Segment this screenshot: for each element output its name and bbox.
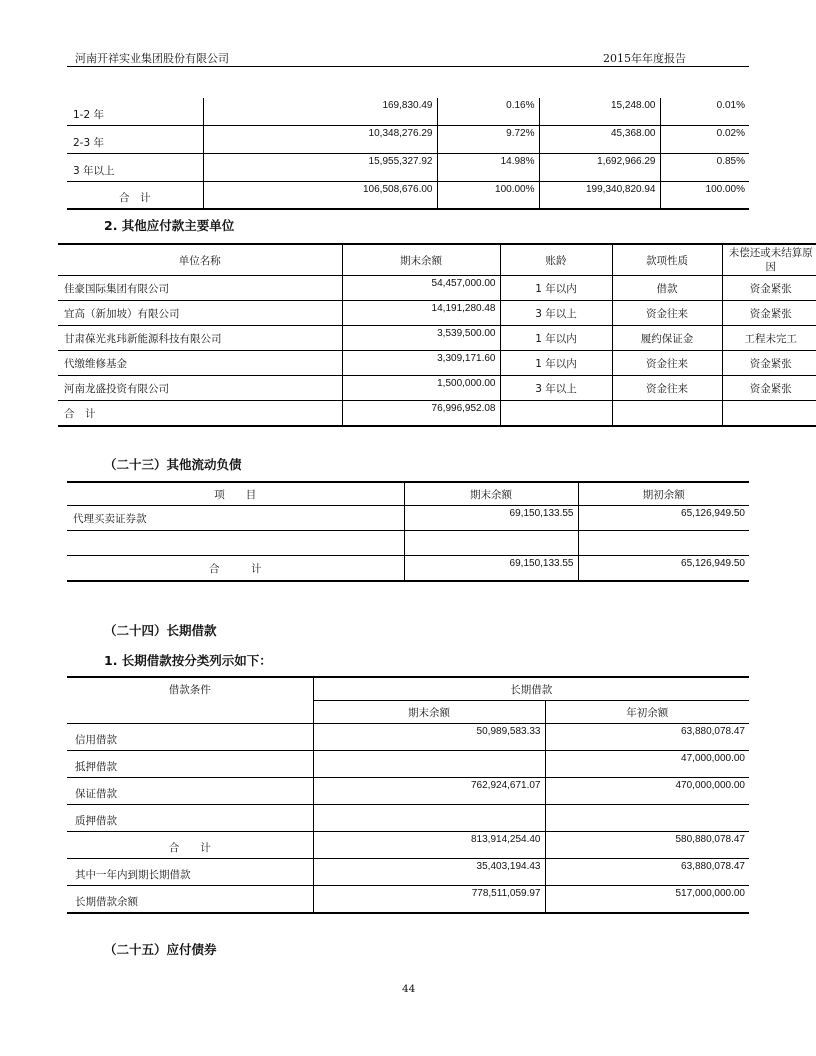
unit-name: 河南龙盛投资有限公司 (58, 376, 342, 401)
section-heading-bonds: （二十五）应付债券 (104, 942, 217, 957)
column-header: 期末余额 (313, 701, 545, 724)
end-balance-cell: 813,914,254.40 (313, 832, 545, 859)
begin-balance-cell: 63,880,078.47 (545, 724, 749, 751)
table-header-row (58, 244, 816, 276)
balance-cell: 76,996,952.08 (342, 401, 500, 427)
table-row (58, 276, 816, 301)
other-current-liabilities-table (67, 481, 749, 582)
table-row (58, 376, 816, 401)
amount-cell: 15,955,327.92 (203, 154, 437, 182)
reason-cell: 资金紧张 (722, 376, 816, 401)
balance-cell: 3,539,500.00 (342, 326, 500, 351)
aging-table (67, 98, 749, 210)
table-total-row (67, 556, 749, 582)
column-header: 期末余额 (404, 482, 578, 506)
begin-balance-cell: 47,000,000.00 (545, 751, 749, 778)
percent-cell: 0.01% (660, 98, 749, 126)
table-total-row (67, 832, 749, 859)
table-row (67, 724, 749, 751)
amount-cell: 45,368.00 (539, 126, 660, 154)
end-balance-cell: 69,150,133.55 (404, 506, 578, 531)
item-cell: 信用借款 (67, 724, 313, 751)
begin-balance-cell: 65,126,949.50 (578, 506, 749, 531)
column-header: 期初余额 (578, 482, 749, 506)
end-balance-cell: 50,989,583.33 (313, 724, 545, 751)
begin-balance-cell (545, 805, 749, 832)
nature-cell: 资金往来 (612, 351, 722, 376)
empty-cell (722, 401, 816, 427)
age-cell: 1 年以内 (500, 276, 612, 301)
column-group-header: 长期借款 (313, 677, 749, 701)
table-row (67, 805, 749, 832)
reason-cell: 资金紧张 (722, 301, 816, 326)
table-row (67, 778, 749, 805)
page-number: 44 (402, 983, 416, 995)
payables-table (58, 243, 816, 427)
item-cell: 保证借款 (67, 778, 313, 805)
amount-cell: 199,340,820.94 (539, 182, 660, 210)
total-label: 合 计 (67, 182, 203, 210)
row-label: 2-3 年 (67, 126, 203, 154)
total-label: 合 计 (67, 832, 313, 859)
balance-cell: 1,500,000.00 (342, 376, 500, 401)
table-header-row (67, 482, 749, 506)
column-header: 项 目 (67, 482, 404, 506)
reason-cell: 工程未完工 (722, 326, 816, 351)
table-row (58, 351, 816, 376)
table-total-row (67, 182, 749, 210)
table-row (67, 126, 749, 154)
amount-cell: 106,508,676.00 (203, 182, 437, 210)
amount-cell: 169,830.49 (203, 98, 437, 126)
begin-balance-cell: 517,000,000.00 (675, 888, 745, 899)
age-cell: 3 年以上 (500, 301, 612, 326)
item-cell: 代理买卖证券款 (67, 506, 404, 531)
percent-cell: 100.00% (437, 182, 539, 210)
table-row (67, 154, 749, 182)
table-row (58, 326, 816, 351)
table-row (67, 506, 749, 531)
balance-cell: 14,191,280.48 (342, 301, 500, 326)
begin-balance-cell (578, 531, 749, 556)
begin-balance-cell: 65,126,949.50 (681, 558, 745, 569)
percent-cell: 9.72% (437, 126, 539, 154)
end-balance-cell: 778,511,059.97 (313, 886, 545, 914)
empty-cell (612, 401, 722, 427)
begin-balance-cell: 63,880,078.47 (545, 859, 749, 886)
table-total-row (58, 401, 816, 427)
begin-balance-cell: 580,880,078.47 (545, 832, 749, 859)
total-label: 合 计 (67, 556, 404, 582)
header-rule (67, 66, 749, 67)
percent-cell: 0.16% (437, 98, 539, 126)
balance-cell: 54,457,000.00 (342, 276, 500, 301)
table-row (67, 98, 749, 126)
table-row (67, 531, 749, 556)
table-row (67, 859, 749, 886)
end-balance-cell (404, 531, 578, 556)
section-heading-long-loans: （二十四）长期借款 (104, 623, 217, 638)
nature-cell: 资金往来 (612, 301, 722, 326)
column-header: 款项性质 (612, 244, 722, 276)
age-cell: 1 年以内 (500, 326, 612, 351)
amount-cell: 15,248.00 (539, 98, 660, 126)
column-header: 单位名称 (58, 244, 342, 276)
nature-cell: 借款 (612, 276, 722, 301)
end-balance-cell: 762,924,671.07 (313, 778, 545, 805)
age-cell: 1 年以内 (500, 351, 612, 376)
unit-name: 代缴维修基金 (58, 351, 342, 376)
row-label: 3 年以上 (67, 154, 203, 182)
table-header-row (67, 677, 749, 701)
item-cell (67, 531, 404, 556)
item-cell: 抵押借款 (67, 751, 313, 778)
empty-cell (500, 401, 612, 427)
row-label: 1-2 年 (67, 98, 203, 126)
table-row (67, 751, 749, 778)
unit-name: 宜高（新加坡）有限公司 (58, 301, 342, 326)
begin-balance-cell: 470,000,000.00 (545, 778, 749, 805)
header-company: 河南开祥实业集团股份有限公司 (75, 52, 229, 65)
column-header: 未偿还或未结算原因 (722, 244, 816, 276)
column-header: 账龄 (500, 244, 612, 276)
age-cell: 3 年以上 (500, 376, 612, 401)
percent-cell: 0.02% (660, 126, 749, 154)
percent-cell: 0.85% (660, 154, 749, 182)
section-heading-payables: 2. 其他应付款主要单位 (104, 218, 235, 233)
column-header: 年初余额 (545, 701, 749, 724)
percent-cell: 100.00% (705, 184, 745, 195)
nature-cell: 资金往来 (612, 376, 722, 401)
subheading-long-loans-classification: 1. 长期借款按分类列示如下： (104, 653, 272, 668)
reason-cell: 资金紧张 (722, 276, 816, 301)
column-header: 借款条件 (67, 677, 313, 724)
end-balance-cell: 35,403,194.43 (313, 859, 545, 886)
long-term-loans-table (67, 676, 749, 914)
end-balance-cell: 69,150,133.55 (404, 556, 578, 582)
item-cell: 其中一年内到期长期借款 (67, 859, 313, 886)
reason-cell: 资金紧张 (722, 351, 816, 376)
unit-name: 佳豪国际集团有限公司 (58, 276, 342, 301)
total-label: 合 计 (58, 401, 342, 427)
section-heading-other-current: （二十三）其他流动负债 (104, 457, 242, 472)
header-report-title: 2015年年度报告 (603, 52, 686, 65)
end-balance-cell (313, 751, 545, 778)
percent-cell: 14.98% (437, 154, 539, 182)
table-row (58, 301, 816, 326)
nature-cell: 履约保证金 (612, 326, 722, 351)
end-balance-cell (313, 805, 545, 832)
unit-name: 甘肃葆光兆玮新能源科技有限公司 (58, 326, 342, 351)
item-cell: 质押借款 (67, 805, 313, 832)
balance-cell: 3,309,171.60 (342, 351, 500, 376)
amount-cell: 10,348,276.29 (203, 126, 437, 154)
item-cell: 长期借款余额 (67, 886, 313, 914)
column-header: 期末余额 (342, 244, 500, 276)
table-row (67, 886, 749, 914)
amount-cell: 1,692,966.29 (539, 154, 660, 182)
